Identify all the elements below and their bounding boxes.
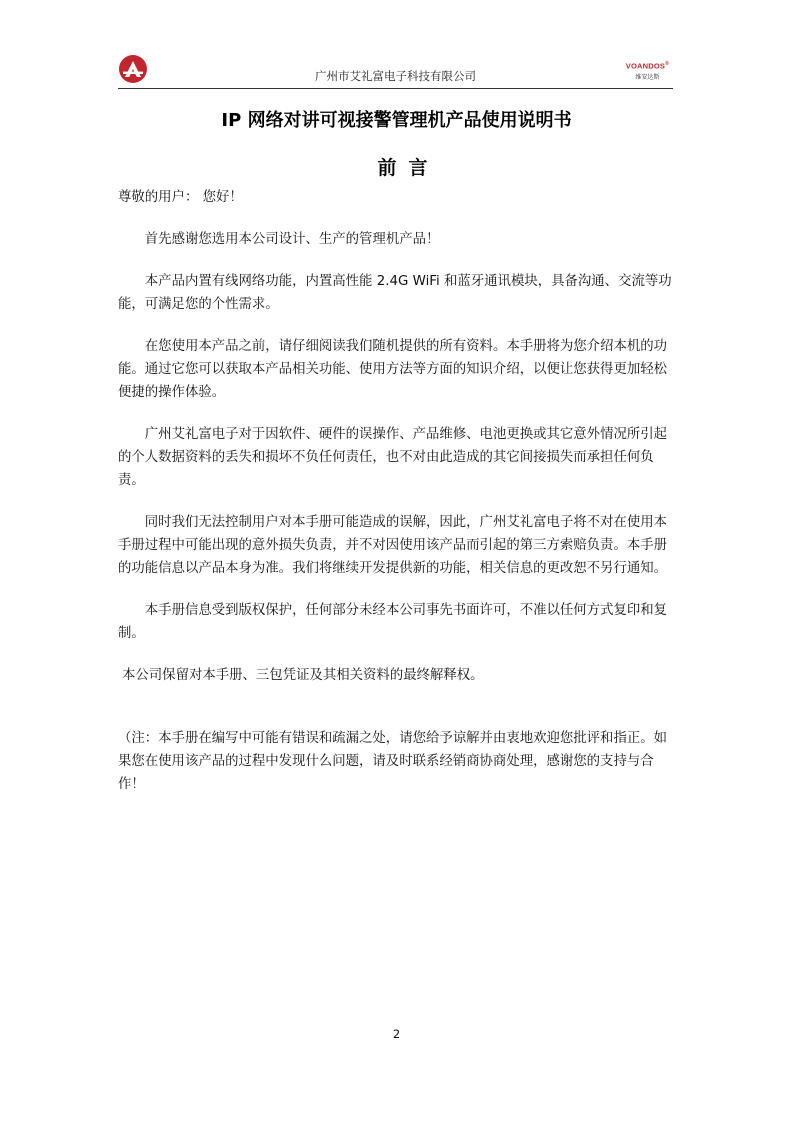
company-name: 广州市艾礼富电子科技有限公司 — [315, 69, 476, 83]
paragraph-4: 广州艾礼富电子对于因软件、硬件的误操作、产品维修、电池更换或其它意外情况所引起的个人数据资料的丢失和损坏不负任何责任，也不对由此造成的其它间接损失而承担任何负责。 — [118, 427, 668, 488]
brand-name — [626, 61, 669, 71]
brand-name-cn: 维安达斯 — [635, 73, 660, 81]
brand-name-text: VOANDOS — [625, 61, 666, 71]
page-number: 2 — [392, 1027, 401, 1041]
rights-statement: 本公司保留对本手册、三包凭证及其相关资料的最终解释权。 — [122, 668, 484, 683]
document-body — [118, 186, 674, 796]
note: （注：本手册在编写中可能有错误和疏漏之处，请您给予谅解并由衷地欢迎您批评和指正。如果您在使用该产品的过程中发现什么问题，请及时联系经销商协商处理，感谢您的支持与合作！ — [118, 731, 668, 792]
registered-mark: ® — [665, 61, 669, 67]
paragraph-5: 同时我们无法控制用户对本手册可能造成的误解，因此，广州艾礼富电子将不对在使用本手册过程中可能出现的意外损失负责，并不对因使用该产品而引起的第三方索赔负责。本手册的功能信息以产品本身为准。我们将继续开发提供新的功能，相关信息的更改恕不另行通知。 — [118, 515, 668, 576]
brand-logo — [626, 61, 669, 81]
paragraph-6: 本手册信息受到版权保护，任何部分未经本公司事先书面许可，不准以任何方式复印和复制。 — [118, 603, 668, 641]
paragraph-1: 首先感谢您选用本公司设计、生产的管理机产品！ — [144, 232, 440, 247]
document-title: IP 网络对讲可视接警管理机产品使用说明书 — [221, 110, 572, 131]
section-heading: 前言 — [377, 157, 440, 179]
paragraph-2: 本产品内置有线网络功能，内置高性能 2.4G WiFi 和蓝牙通讯模块，具备沟通、交流等功能，可满足您的个性需求。 — [118, 274, 672, 312]
greeting: 尊敬的用户： 您好！ — [118, 190, 243, 205]
page-header — [118, 52, 673, 89]
paragraph-3: 在您使用本产品之前，请仔细阅读我们随机提供的所有资料。本手册将为您介绍本机的功能。通过它您可以获取本产品相关功能、使用方法等方面的知识介绍，以便让您获得更加轻松便捷的操作体验。 — [118, 339, 668, 400]
